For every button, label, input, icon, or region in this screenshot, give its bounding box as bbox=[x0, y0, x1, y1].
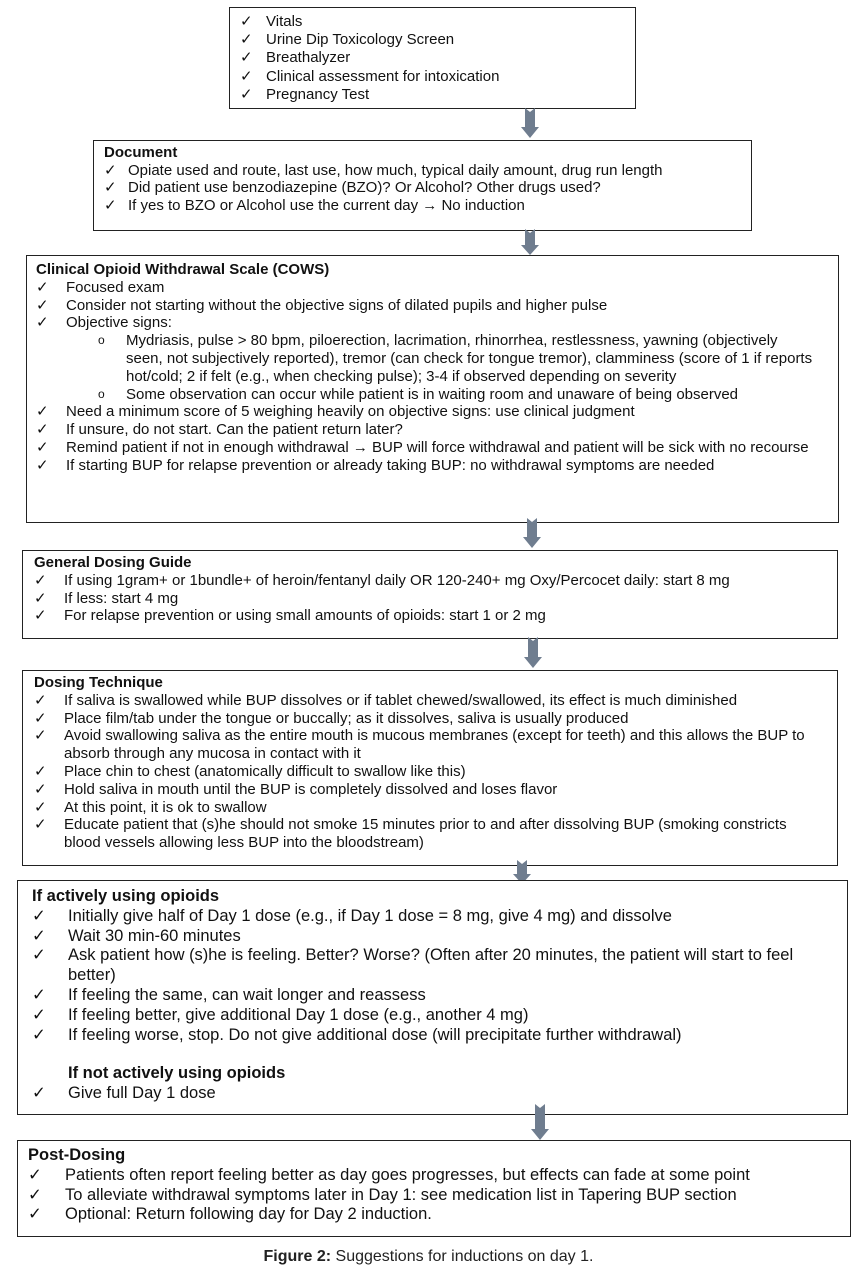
down-arrow-icon bbox=[531, 1104, 549, 1140]
list-item: ✓ Place film/tab under the tongue or buccally; as it dissolves, saliva is usually produced bbox=[34, 709, 629, 727]
check-icon: ✓ bbox=[240, 31, 253, 49]
down-arrow-icon bbox=[521, 108, 539, 138]
check-icon: ✓ bbox=[36, 456, 49, 474]
list-item: ✓ Clinical assessment for intoxication bbox=[240, 67, 500, 85]
box-title: If actively using opioids bbox=[32, 887, 220, 905]
check-icon: ✓ bbox=[36, 278, 49, 296]
check-icon: ✓ bbox=[104, 196, 117, 214]
list-item: ✓ Initially give half of Day 1 dose (e.g., if Day 1 dose = 8 mg, give 4 mg) and dissolve bbox=[32, 906, 672, 925]
down-arrow-icon bbox=[521, 229, 539, 255]
box-title: Clinical Opioid Withdrawal Scale (COWS) bbox=[36, 261, 330, 278]
circle-bullet-icon: o bbox=[98, 386, 105, 401]
check-icon: ✓ bbox=[32, 985, 46, 1004]
active-use-box bbox=[17, 880, 848, 1115]
check-icon: ✓ bbox=[36, 438, 49, 456]
down-arrow-icon bbox=[524, 637, 542, 668]
caption-text: Suggestions for inductions on day 1. bbox=[331, 1248, 594, 1265]
check-icon: ✓ bbox=[36, 296, 49, 314]
screening-box bbox=[229, 7, 636, 109]
check-icon: ✓ bbox=[34, 691, 47, 709]
list-item: ✓ If unsure, do not start. Can the patient return later? bbox=[36, 421, 403, 439]
down-arrow-icon bbox=[523, 518, 541, 548]
list-item: ✓ If feeling worse, stop. Do not give additional dose (will precipitate further withdrawal) bbox=[32, 1025, 682, 1044]
check-icon: ✓ bbox=[28, 1205, 42, 1224]
check-icon: ✓ bbox=[34, 571, 47, 589]
check-icon: ✓ bbox=[32, 1005, 46, 1024]
caption-label: Figure 2: bbox=[263, 1248, 332, 1265]
box-title: General Dosing Guide bbox=[34, 554, 192, 571]
post-dosing-box bbox=[17, 1140, 851, 1237]
list-item: ✓ Objective signs: bbox=[36, 314, 172, 332]
cows-box bbox=[26, 255, 839, 523]
list-item: ✓ Breathalyzer bbox=[240, 49, 351, 67]
check-icon: ✓ bbox=[34, 798, 47, 816]
check-icon: ✓ bbox=[36, 314, 49, 332]
list-item: ✓ At this point, it is ok to swallow bbox=[34, 798, 267, 816]
check-icon: ✓ bbox=[240, 85, 253, 103]
check-icon: ✓ bbox=[32, 1084, 46, 1103]
list-item: ✓ For relapse prevention or using small amounts of opioids: start 1 or 2 mg bbox=[34, 607, 546, 625]
check-icon: ✓ bbox=[32, 946, 46, 965]
check-icon: ✓ bbox=[36, 421, 49, 439]
check-icon: ✓ bbox=[240, 49, 253, 67]
list-item: ✓ Opiate used and route, last use, how much, typical daily amount, drug run length bbox=[104, 161, 663, 179]
figure-caption bbox=[0, 1248, 857, 1266]
check-icon: ✓ bbox=[240, 13, 253, 30]
list-item: ✓ Optional: Return following day for Day 2 induction. bbox=[28, 1205, 432, 1224]
list-item: ✓ Urine Dip Toxicology Screen bbox=[240, 31, 455, 49]
check-icon: ✓ bbox=[104, 179, 117, 196]
list-item: ✓ Give full Day 1 dose bbox=[32, 1084, 216, 1103]
box-title: Post-Dosing bbox=[28, 1146, 126, 1164]
list-item: ✓ Patients often report feeling better as day goes progresses, but effects can fade at some point bbox=[28, 1165, 750, 1184]
list-item: ✓ Need a minimum score of 5 weighing heavily on objective signs: use clinical judgment bbox=[36, 403, 635, 421]
check-icon: ✓ bbox=[34, 727, 47, 745]
document-box bbox=[93, 140, 752, 231]
list-item: ✓ If using 1gram+ or 1bundle+ of heroin/fentanyl daily OR 120-240+ mg Oxy/Percocet daily: start 8 mg bbox=[34, 571, 730, 589]
list-item: ✓ Hold saliva in mouth until the BUP is completely dissolved and loses flavor bbox=[34, 780, 558, 798]
list-item: ✓ Wait 30 min-60 minutes bbox=[32, 926, 241, 945]
check-icon: ✓ bbox=[34, 589, 47, 607]
list-item: ✓ Avoid swallowing saliva as the entire mouth is mucous membranes (except for teeth) and this allows the BUP to absorb through any mucosa in contact with it bbox=[34, 727, 805, 763]
list-item: ✓ Remind patient if not in enough withdrawal → BUP will force withdrawal and patient will be sick with no recourse bbox=[36, 438, 809, 456]
list-item: ✓ If saliva is swallowed while BUP dissolves or if tablet chewed/swallowed, its effect is much diminished bbox=[34, 691, 738, 709]
dosing-guide-box bbox=[22, 550, 838, 639]
dosing-technique-box bbox=[22, 670, 838, 866]
list-item: ✓ Ask patient how (s)he is feeling. Better? Worse? (Often after 20 minutes, the patient will start to feel better) bbox=[32, 946, 794, 985]
list-item: ✓ If yes to BZO or Alcohol use the current day → No induction bbox=[104, 196, 525, 214]
list-item: ✓ Place chin to chest (anatomically difficult to swallow like this) bbox=[34, 762, 466, 780]
list-item: ✓ Focused exam bbox=[36, 278, 165, 296]
list-item: ✓ If feeling the same, can wait longer and reassess bbox=[32, 985, 426, 1004]
list-item: ✓ Consider not starting without the objective signs of dilated pupils and higher pulse bbox=[36, 296, 608, 314]
box-title: Document bbox=[104, 144, 178, 161]
check-icon: ✓ bbox=[240, 67, 253, 85]
list-item: ✓ Educate patient that (s)he should not smoke 15 minutes prior to and after dissolving BUP (smoking constricts blood vessels allowing less BUP into the bloodstream) bbox=[34, 816, 787, 852]
box-title: Dosing Technique bbox=[34, 674, 163, 691]
check-icon: ✓ bbox=[28, 1165, 42, 1184]
check-icon: ✓ bbox=[32, 906, 46, 925]
list-item: ✓ If less: start 4 mg bbox=[34, 589, 179, 607]
check-icon: ✓ bbox=[104, 161, 117, 179]
check-icon: ✓ bbox=[34, 709, 47, 727]
box-subtitle: If not actively using opioids bbox=[68, 1064, 286, 1083]
check-icon: ✓ bbox=[34, 816, 47, 834]
check-icon: ✓ bbox=[28, 1185, 42, 1204]
sub-list-item: o Mydriasis, pulse > 80 bpm, piloerection, lacrimation, rhinorrhea, restlessness, yawning (objectively seen, not subjectively reported), tremor (can check for tongue tremor), clamminess (score of 1 if reports hot/cold; 2 if felt (e.g., when checking pulse); 3-4 if observed depending on severity bbox=[98, 332, 813, 385]
list-item: ✓ Vitals bbox=[240, 13, 303, 30]
check-icon: ✓ bbox=[34, 780, 47, 798]
list-item: ✓ If starting BUP for relapse prevention or already taking BUP: no withdrawal symptoms are needed bbox=[36, 456, 715, 474]
check-icon: ✓ bbox=[36, 403, 49, 421]
sub-list-item: o Some observation can occur while patient is in waiting room and unaware of being observed bbox=[98, 385, 739, 403]
list-item: ✓ If feeling better, give additional Day 1 dose (e.g., another 4 mg) bbox=[32, 1005, 529, 1024]
list-item: ✓ Pregnancy Test bbox=[240, 85, 370, 103]
check-icon: ✓ bbox=[34, 607, 47, 625]
check-icon: ✓ bbox=[32, 926, 46, 945]
check-icon: ✓ bbox=[32, 1025, 46, 1044]
check-icon: ✓ bbox=[34, 762, 47, 780]
list-item: ✓ To alleviate withdrawal symptoms later in Day 1: see medication list in Tapering BUP section bbox=[28, 1185, 737, 1204]
list-item: ✓ Did patient use benzodiazepine (BZO)? Or Alcohol? Other drugs used? bbox=[104, 179, 601, 196]
circle-bullet-icon: o bbox=[98, 333, 105, 348]
